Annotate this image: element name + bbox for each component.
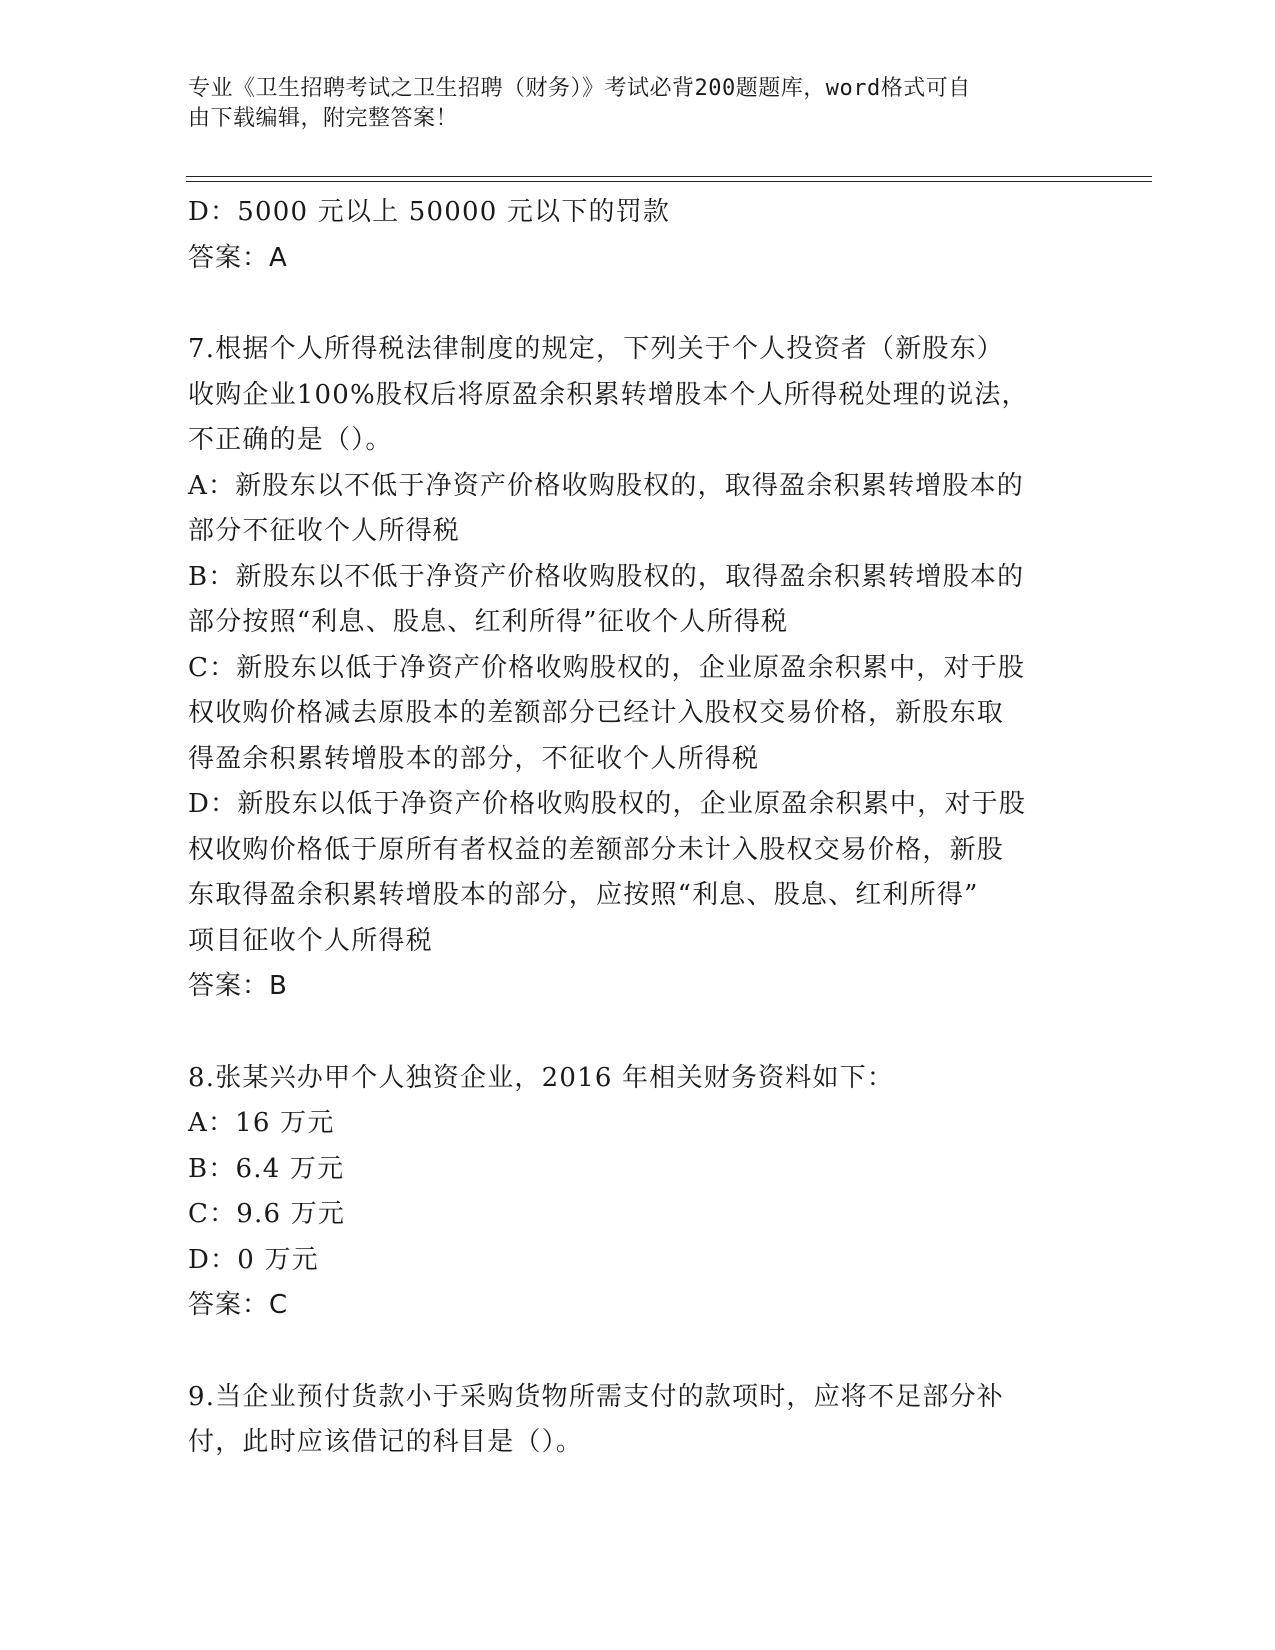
question-stem-line: 8.张某兴办甲个人独资企业，2016 年相关财务资料如下： <box>188 1062 895 1093</box>
option-d: D：新股东以低于净资产价格收购股权的，企业原盈余积累中，对于股 <box>188 789 1027 819</box>
option-a: A：16 万元 <box>188 1108 335 1138</box>
question-8 <box>188 1056 1088 1329</box>
spacer <box>188 1010 1088 1056</box>
question-stem-line: 收购企业100%股权后将原盈余积累转增股本个人所得税处理的说法， <box>188 379 1029 410</box>
page-header <box>188 74 1068 134</box>
question-stem-line: 7.根据个人所得税法律制度的规定，下列关于个人投资者（新股东） <box>188 334 1005 364</box>
option-d-cont: 权收购价格低于原所有者权益的差额部分未计入股权交易价格，新股 <box>188 834 1005 865</box>
question-stem-line: 付，此时应该借记的科目是（）。 <box>188 1427 584 1457</box>
question-stem-line: 不正确的是（）。 <box>188 425 393 455</box>
question-stem-line: 9.当企业预付货款小于采购货物所需支付的款项时，应将不足部分补 <box>188 1381 1005 1412</box>
option-d-cont: 项目征收个人所得税 <box>188 925 433 956</box>
question-9 <box>188 1375 1088 1466</box>
spacer <box>188 281 1088 327</box>
option-d: D：5000 元以上 50000 元以下的罚款 <box>188 197 671 227</box>
header-line-1: 专业《卫生招聘考试之卫生招聘（财务）》考试必背200题题库，word格式可自 <box>188 76 971 101</box>
option-c-cont: 权收购价格减去原股本的差额部分已经计入股权交易价格，新股东取 <box>188 698 1005 728</box>
document-body <box>188 190 1088 1466</box>
option-a-cont: 部分不征收个人所得税 <box>188 516 461 546</box>
spacer <box>188 1329 1088 1375</box>
header-rule-thin <box>186 181 1152 182</box>
option-b: B：6.4 万元 <box>188 1153 345 1184</box>
answer-line: 答案：B <box>188 971 288 1001</box>
option-c: C：9.6 万元 <box>188 1199 346 1229</box>
option-c-cont: 得盈余积累转增股本的部分，不征收个人所得税 <box>188 743 760 774</box>
option-b: B：新股东以不低于净资产价格收购股权的，取得盈余积累转增股本的 <box>188 561 1025 592</box>
header-rule-thick <box>186 176 1152 177</box>
option-a: A：新股东以不低于净资产价格收购股权的，取得盈余积累转增股本的 <box>188 470 1024 501</box>
question-6-tail <box>188 190 1088 281</box>
answer-line: 答案：A <box>188 242 288 273</box>
option-c: C：新股东以低于净资产价格收购股权的，企业原盈余积累中，对于股 <box>188 652 1026 683</box>
option-d: D：0 万元 <box>188 1244 319 1275</box>
option-d-cont: 东取得盈余积累转增股本的部分，应按照“利息、股息、红利所得” <box>188 880 979 910</box>
option-b-cont: 部分按照“利息、股息、红利所得”征收个人所得税 <box>188 607 789 637</box>
question-7 <box>188 327 1088 1010</box>
header-line-2: 由下载编辑，附完整答案！ <box>188 106 459 131</box>
answer-line: 答案：C <box>188 1290 289 1320</box>
